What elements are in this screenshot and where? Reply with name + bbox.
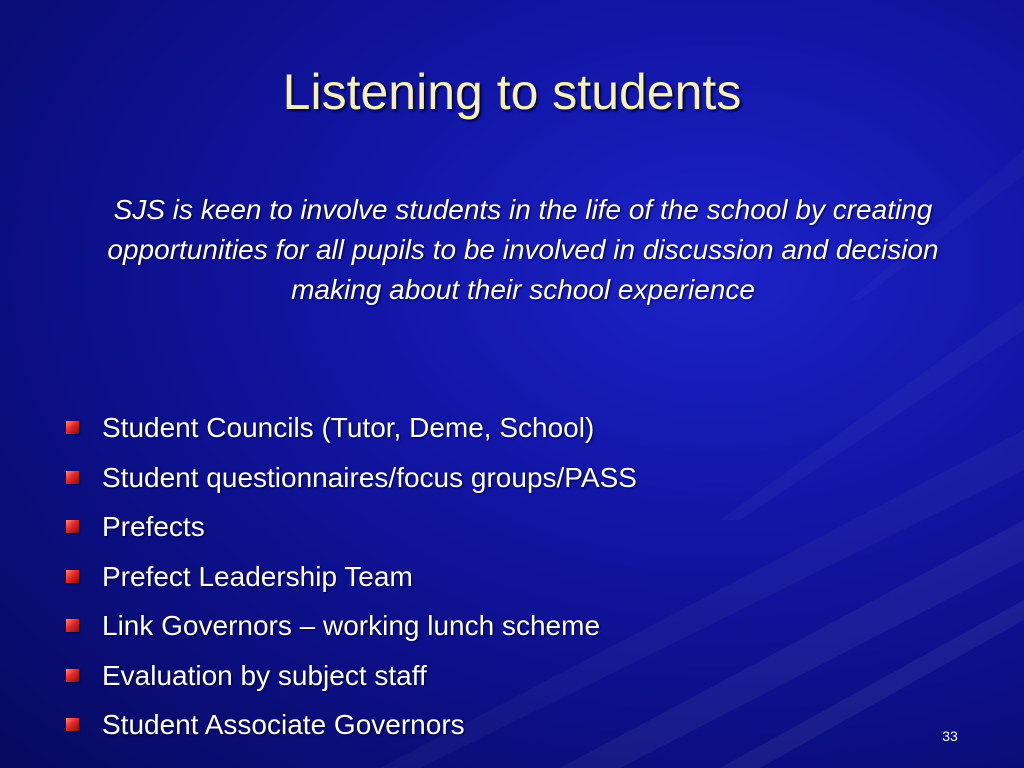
bullet-list [60,406,940,753]
list-item [60,604,940,654]
list-item [60,703,940,753]
list-item-text: Student Associate Governors [102,709,465,740]
red-square-bullet-icon [66,471,79,484]
list-item [60,505,940,555]
red-square-bullet-icon [66,520,79,533]
list-item-text: Student questionnaires/focus groups/PASS [102,461,637,493]
list-item-text: Link Governors – working lunch scheme [102,610,601,641]
list-item [60,555,940,605]
list-item-text: Evaluation by subject staff [102,659,427,691]
red-square-bullet-icon [66,669,79,682]
red-square-bullet-icon [66,718,79,731]
list-item [60,456,940,506]
page-number: 33 [942,728,958,744]
list-item-text: Student Councils (Tutor, Deme, School) [102,412,595,443]
list-item [60,406,940,456]
red-square-bullet-icon [66,570,79,583]
list-item-text: Prefects [102,511,205,542]
red-square-bullet-icon [66,619,79,632]
list-item-text: Prefect Leadership Team [102,560,413,592]
list-item [60,654,940,704]
slide-title: Listening to students [282,64,742,120]
red-square-bullet-icon [66,421,79,434]
intro-paragraph: SJS is keen to involve students in the life of the school by creating opportunities for all pupils to be involved in discussion and decision making about their school experience [107,194,939,305]
